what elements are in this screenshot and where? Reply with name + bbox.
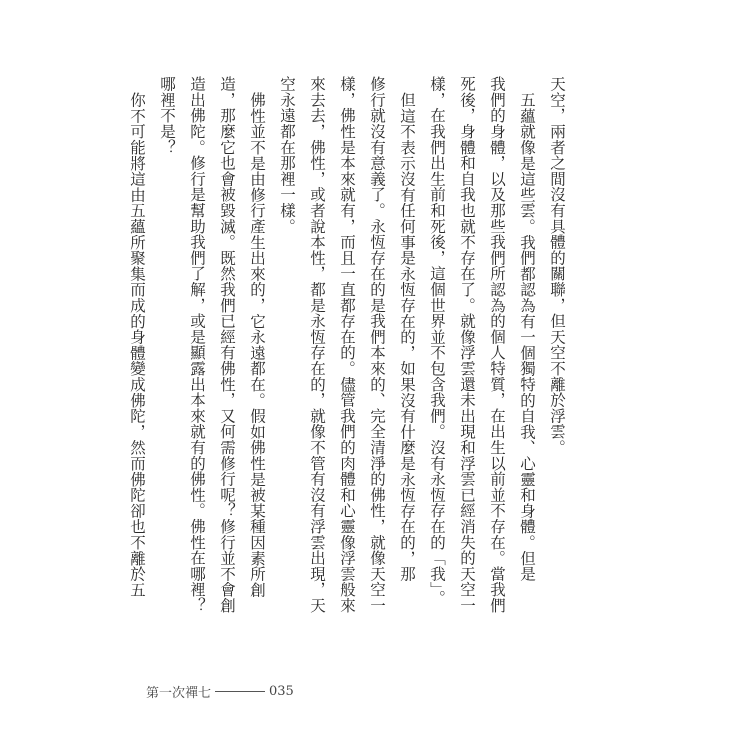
text-column: 佛性並不是由修行產生出來的，它永遠都在。假如佛性是被某種因素所創 (248, 92, 266, 598)
text-column: 死後，身體和自我也就不存在了。就像浮雲還未出現和浮雲已經消失的天空一 (458, 76, 476, 614)
page-footer (146, 682, 294, 701)
text-column: 樣，在我們出生前和死後，這個世界並不包含我們。沒有永恆存在的「我」。 (428, 76, 446, 606)
text-column: 哪裡不是？ (158, 76, 176, 155)
text-column: 你不可能將這由五蘊所聚集而成的身體變成佛陀，然而佛陀卻也不離於五 (128, 92, 146, 598)
vertical-text-block (122, 76, 572, 636)
text-column: 我們的身體，以及那些我們所認為的個人特質，在出生以前並不存在。當我們 (488, 76, 506, 614)
text-column: 修行就沒有意義了。永恆存在的是我們本來的、完全清淨的佛性，就像天空一 (368, 76, 386, 614)
page-number: 035 (269, 684, 294, 699)
text-column: 造出佛陀。修行是幫助我們了解，或是顯露出本來就有的佛性。佛性在哪裡？ (188, 76, 206, 614)
text-column: 造，那麼它也會被毀滅。既然我們已經有佛性，又何需修行呢？修行並不會創 (218, 76, 236, 614)
text-column: 五蘊就像是這些雲。我們都認為有一個獨特的自我、心靈和身體。但是 (518, 92, 536, 582)
chapter-title: 第一次禪七 (146, 686, 212, 701)
text-column: 樣，佛性是本來就有，而且一直都存在的。儘管我們的肉體和心靈像浮雲般來 (338, 76, 356, 614)
text-column: 空永遠都在那裡一樣。 (278, 76, 296, 234)
text-column: 但這不表示沒有任何事是永恆存在的，如果沒有什麼是永恆存在的，那 (398, 92, 416, 582)
footer-rule (215, 691, 265, 692)
text-column: 天空，兩者之間沒有具體的關聯，但天空不離於浮雲。 (548, 76, 566, 456)
text-column: 來去去，佛性，或者說本性，都是永恆存在的，就像不管有沒有浮雲出現，天 (308, 76, 326, 614)
